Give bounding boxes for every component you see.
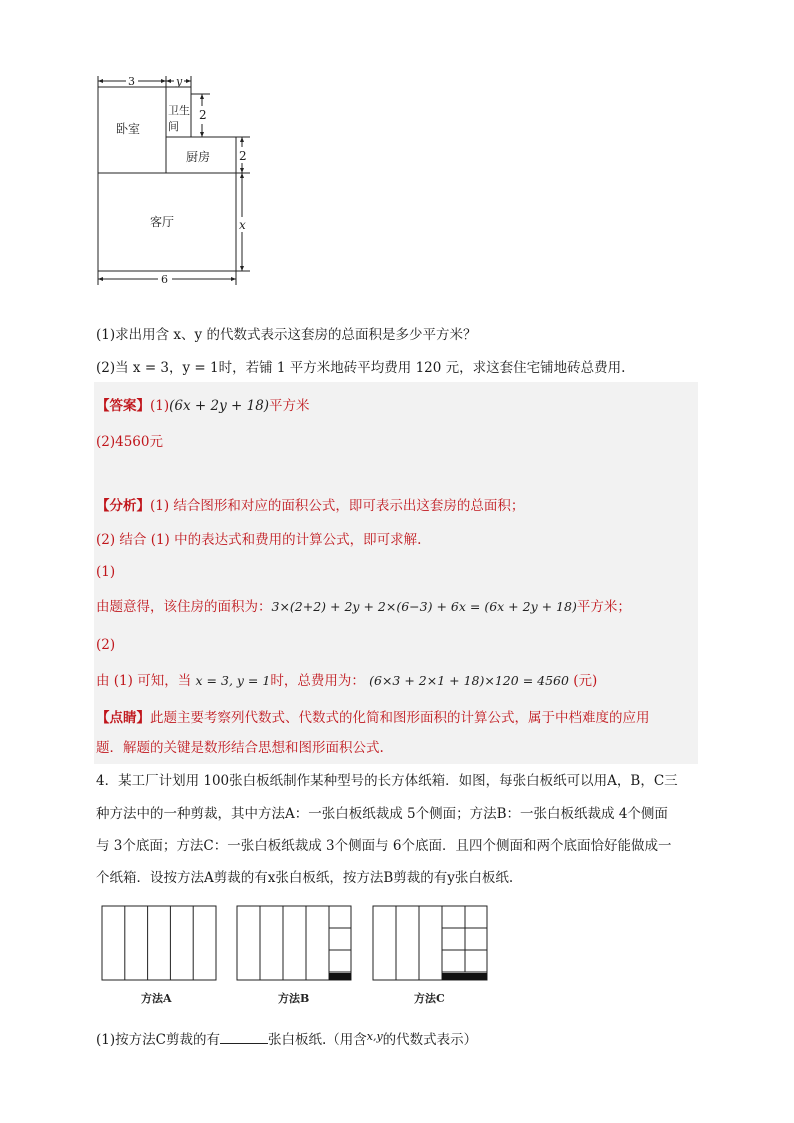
method-a-label: 方法A [141, 992, 172, 1005]
bathroom-label-2: 间 [168, 120, 179, 133]
answer-unit: 平方米 [269, 398, 310, 414]
solution-part2-text2: 时，总费用为： [270, 673, 365, 689]
solution-part2-condition: x = 3, y = 1 [195, 673, 271, 688]
q4-line3: 与 3个底面；方法C：一张白板纸裁成 3个侧面与 6个底面．且四个侧面和两个底面恰好能做成一 [96, 838, 672, 854]
analysis-tag: 【分析】 [96, 498, 150, 514]
dim-6: 6 [161, 273, 168, 286]
analysis-line2: (2) 结合 (1) 中的表达式和费用的计算公式，即可求解. [96, 532, 422, 548]
dim-x: x [239, 218, 246, 232]
answer-line1 [96, 396, 310, 416]
kitchen-label: 厨房 [186, 150, 211, 164]
method-c-label: 方法C [414, 992, 445, 1005]
bedroom-label: 卧室 [116, 122, 141, 136]
solution-part2-text: 由 (1) 可知，当 [96, 673, 192, 689]
solution-part1-expression: 3×(2+2) + 2y + 2×(6−3) + 6x = (6x + 2y + 18) [271, 599, 577, 614]
q4-sub1-end: 的代数式表示） [382, 1032, 478, 1048]
dim-2-bathroom: 2 [199, 108, 207, 122]
comment-text1: 此题主要考察列代数式、代数式的化简和图形面积的计算公式，属于中档难度的应用 [150, 710, 650, 726]
comment-tag: 【点睛】 [96, 710, 150, 726]
solution-part2-unit: (元) [573, 673, 598, 689]
answer-panel [94, 382, 698, 764]
method-c-strip [442, 973, 487, 980]
method-b-label: 方法B [278, 992, 310, 1005]
dim-y: y [176, 75, 183, 88]
answer-tag: 【答案】 [96, 398, 150, 414]
solution-part1 [96, 597, 631, 617]
bathroom-label-1: 卫生 [168, 104, 190, 117]
answer-line2: (2)4560元 [96, 434, 163, 450]
q4-line1: 4．某工厂计划用 100张白板纸制作某种型号的长方体纸箱．如图，每张白板纸可以用A，B，C三 [96, 773, 678, 789]
floor-plan-diagram [90, 72, 260, 292]
answer-blank[interactable] [220, 1029, 268, 1044]
dim-2-kitchen: 2 [239, 149, 247, 163]
dim-3: 3 [128, 75, 135, 88]
method-b-strip [329, 973, 351, 980]
q3-part1: (1)求出用含 x、y 的代数式表示这套房的总面积是多少平方米？ [96, 327, 477, 343]
q4-sub1 [96, 1027, 477, 1050]
solution-part2-label: (2) [96, 637, 116, 653]
analysis-line1 [96, 496, 524, 516]
analysis-text1: (1) 结合图形和对应的面积公式，即可表示出这套房的总面积； [150, 498, 525, 514]
comment-line1 [96, 708, 650, 728]
comment-line2: 题．解题的关键是数形结合思想和图形面积公式. [96, 740, 384, 756]
solution-part1-text: 由题意得，该住房的面积为： [96, 599, 272, 615]
solution-part2 [96, 671, 597, 691]
living-label: 客厅 [150, 215, 175, 229]
solution-part2-expression: (6×3 + 2×1 + 18)×120 = 4560 [369, 673, 569, 688]
q4-line4: 个纸箱．设按方法A剪裁的有x张白板纸，按方法B剪裁的有y张白板纸. [96, 870, 514, 886]
answer-prefix: (1) [150, 398, 170, 414]
method-a-sheet [102, 906, 216, 980]
cutting-methods-diagram [98, 902, 494, 1014]
q4-sub1-prefix: (1)按方法C剪裁的有 [96, 1032, 220, 1048]
method-b-sheet [237, 906, 351, 980]
solution-part1-label: (1) [96, 564, 116, 580]
q4-sub1-suffix: 张白板纸.（用含 [267, 1032, 367, 1048]
answer-expression: (6x + 2y + 18) [169, 398, 270, 414]
q4-line2: 种方法中的一种剪裁，其中方法A：一张白板纸裁成 5个侧面；方法B：一张白板纸裁成 4个侧面 [96, 806, 668, 822]
q4-sub1-vars: x,y [366, 1030, 383, 1043]
solution-part1-unit: 平方米； [576, 599, 631, 615]
q3-part2: (2)当 x = 3，y = 1时，若铺 1 平方米地砖平均费用 120 元，求这套住宅铺地砖总费用. [96, 360, 626, 376]
method-c-sheet [373, 906, 487, 980]
